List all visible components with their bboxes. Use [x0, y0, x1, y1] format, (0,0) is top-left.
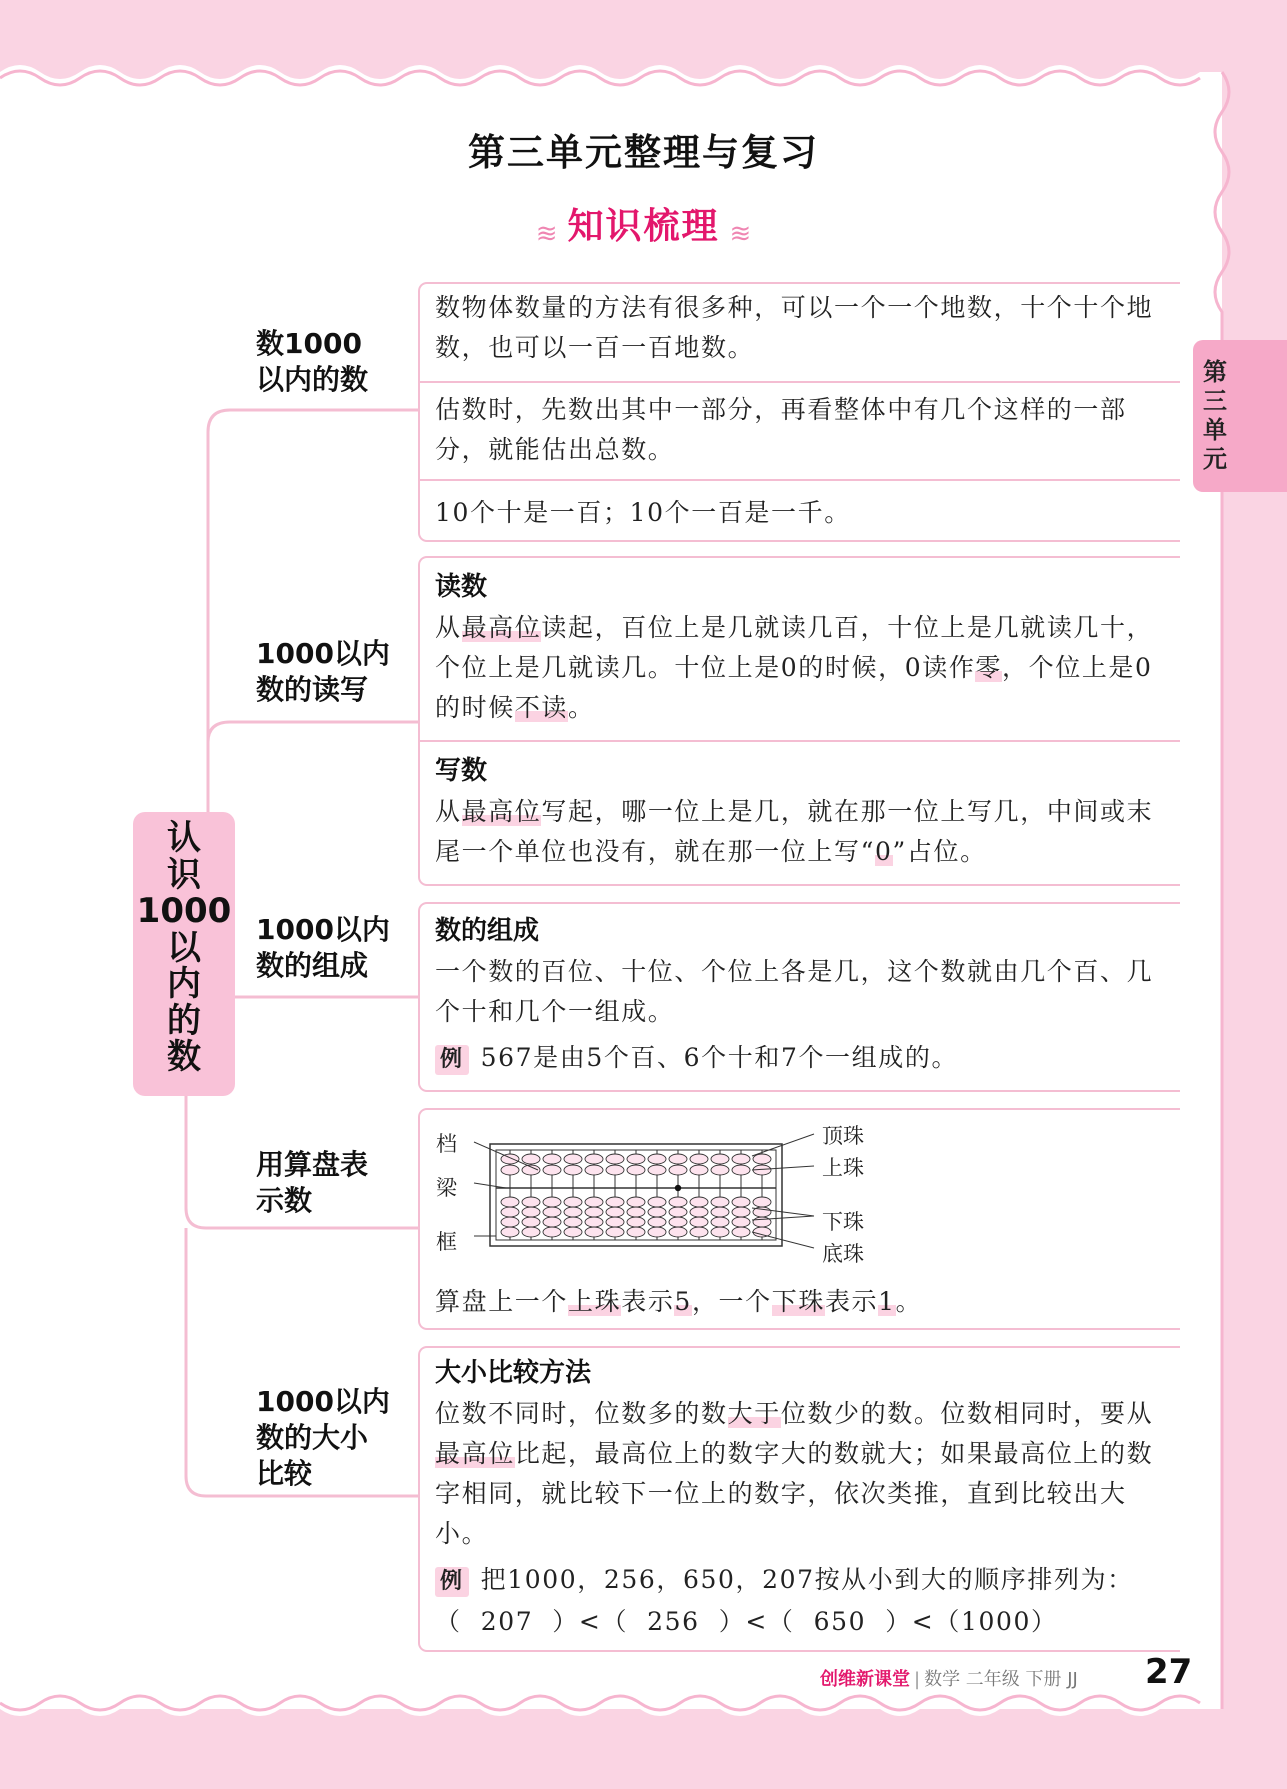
- lower-bead: [585, 1197, 603, 1207]
- lower-bead: [585, 1207, 603, 1217]
- text-run: 。: [895, 1287, 923, 1316]
- count-para-2: 估数时，先数出其中一部分，再看整体中有几个这样的一部分，就能估出总数。: [435, 395, 1127, 464]
- upper-bead: [564, 1165, 582, 1175]
- root-char: 识: [167, 854, 201, 895]
- upper-bead: [522, 1154, 540, 1164]
- lower-bead: [690, 1207, 708, 1217]
- text-run: 从: [435, 613, 462, 642]
- upper-bead: [690, 1165, 708, 1175]
- example-text: 567是由5个百、6个十和7个一组成的。: [480, 1043, 959, 1072]
- read-text: [435, 608, 1175, 728]
- text-run: 。: [568, 693, 595, 722]
- upper-bead: [711, 1154, 729, 1164]
- example-tag: 例: [435, 1567, 469, 1597]
- root-char: 认: [167, 818, 201, 858]
- text-run: 算盘上一个: [435, 1287, 569, 1316]
- lower-bead: [522, 1227, 540, 1237]
- highlight: 1: [878, 1287, 896, 1316]
- count-para-1: 数物体数量的方法有很多种，可以一个一个地数，十个十个地数，也可以一百一百地数。: [435, 293, 1154, 362]
- lower-bead: [669, 1217, 687, 1227]
- lower-bead: [606, 1217, 624, 1227]
- lower-bead: [522, 1217, 540, 1227]
- lower-bead: [564, 1217, 582, 1227]
- lower-bead: [606, 1197, 624, 1207]
- compare-text: [435, 1394, 1175, 1554]
- upper-bead: [648, 1154, 666, 1164]
- lower-bead: [711, 1207, 729, 1217]
- lower-bead: [732, 1227, 750, 1237]
- lower-bead: [564, 1227, 582, 1237]
- highlight: 大于: [727, 1399, 781, 1428]
- upper-bead: [543, 1165, 561, 1175]
- abacus-rods: [501, 1150, 771, 1240]
- composition-heading: 数的组成: [435, 916, 540, 946]
- unit-side-tab-label: 第三单元: [1203, 358, 1227, 473]
- highlight: 5: [674, 1287, 692, 1316]
- highlight: 零: [975, 653, 1003, 682]
- text-run: 表示: [621, 1287, 675, 1316]
- highlight: 0: [874, 837, 893, 866]
- lower-bead: [585, 1227, 603, 1237]
- lower-bead: [501, 1227, 519, 1237]
- abacus-label-top-bead: 顶珠: [822, 1124, 864, 1148]
- text-run: 从: [435, 797, 462, 826]
- upper-bead: [606, 1154, 624, 1164]
- lower-bead: [522, 1197, 540, 1207]
- text-run: 位数少的数。位数相同时，要从: [780, 1399, 1154, 1428]
- text-run: 读起，百位上是几就读几百，十位上是几就读几十，个位上是几就读几。十位上是0的时候，0读作: [435, 613, 1154, 682]
- upper-bead: [711, 1165, 729, 1175]
- category-count: 数1000 以内的数: [256, 327, 369, 396]
- lower-bead: [711, 1217, 729, 1227]
- lower-bead: [543, 1207, 561, 1217]
- subtitle-text: 知识梳理: [567, 206, 720, 247]
- connector-line: [208, 722, 418, 742]
- count-para-3: 10个十是一百；10个一百是一千。: [435, 498, 851, 527]
- abacus-diagram: [430, 1118, 890, 1278]
- upper-bead: [732, 1154, 750, 1164]
- lower-bead: [564, 1207, 582, 1217]
- box-divider: [418, 381, 1180, 383]
- lower-bead: [648, 1227, 666, 1237]
- lower-bead: [669, 1207, 687, 1217]
- upper-bead: [585, 1154, 603, 1164]
- abacus-label-rod: 档: [436, 1132, 457, 1156]
- text-run: ，个位上是0的时候: [435, 653, 1153, 722]
- compare-answer: （ 207 ）<（ 256 ）<（ 650 ）<（1000）: [435, 1607, 1058, 1636]
- upper-bead: [585, 1165, 603, 1175]
- write-text: [435, 792, 1175, 872]
- lower-bead: [501, 1207, 519, 1217]
- lower-bead: [627, 1207, 645, 1217]
- lower-bead: [627, 1227, 645, 1237]
- category-compare: 1000以内 数的大小 比较: [256, 1385, 390, 1490]
- compare-heading: 大小比较方法: [435, 1358, 592, 1388]
- example-text: 把1000，256，650，207按从小到大的顺序排列为：: [480, 1565, 1134, 1594]
- upper-bead: [690, 1154, 708, 1164]
- footer-brand: 创维新课堂: [820, 1669, 910, 1690]
- abacus-caption: [435, 1282, 1175, 1322]
- abacus-label-upper-bead: 上珠: [822, 1156, 864, 1180]
- lower-bead: [732, 1217, 750, 1227]
- lower-bead: [753, 1227, 771, 1237]
- composition-example: [435, 1038, 1175, 1078]
- highlight: 不读: [514, 693, 569, 722]
- lower-bead: [648, 1217, 666, 1227]
- upper-bead: [753, 1154, 771, 1164]
- upper-bead: [669, 1154, 687, 1164]
- lower-bead: [669, 1197, 687, 1207]
- abacus-label-bottom-bead: 底珠: [822, 1242, 864, 1266]
- highlight: 最高位: [435, 1439, 515, 1468]
- category-composition: 1000以内 数的组成: [256, 913, 390, 982]
- lower-bead: [627, 1197, 645, 1207]
- lower-bead: [732, 1207, 750, 1217]
- lower-bead: [690, 1217, 708, 1227]
- highlight: 上珠: [568, 1287, 622, 1316]
- upper-bead: [627, 1165, 645, 1175]
- root-char: 的: [167, 1000, 201, 1041]
- footer-separator: |: [914, 1669, 921, 1690]
- lower-bead: [732, 1197, 750, 1207]
- text-run: 表示: [824, 1287, 879, 1316]
- lower-bead: [606, 1227, 624, 1237]
- lower-bead: [690, 1227, 708, 1237]
- lower-bead: [669, 1227, 687, 1237]
- lower-bead: [648, 1197, 666, 1207]
- abacus-label-frame: 框: [436, 1230, 457, 1254]
- write-heading: 写数: [435, 756, 488, 786]
- lower-bead: [585, 1217, 603, 1227]
- lower-bead: [543, 1197, 561, 1207]
- composition-text: 一个数的百位、十位、个位上各是几，这个数就由几个百、几个十和几个一组成。: [435, 957, 1154, 1026]
- footer-book-info: 数学 二年级 下册 JJ: [924, 1669, 1078, 1690]
- abacus-label-lower-bead: 下珠: [822, 1210, 864, 1234]
- abacus-unit-dot: [675, 1185, 681, 1191]
- upper-bead: [627, 1154, 645, 1164]
- upper-bead: [669, 1165, 687, 1175]
- box-divider: [418, 479, 1180, 481]
- text-run: 位数不同时，位数多的数: [435, 1399, 728, 1428]
- upper-bead: [606, 1165, 624, 1175]
- root-char: 数: [167, 1037, 201, 1077]
- example-tag: 例: [435, 1045, 469, 1075]
- upper-bead: [564, 1154, 582, 1164]
- read-heading: 读数: [435, 572, 488, 602]
- lower-bead: [543, 1227, 561, 1237]
- lower-bead: [711, 1227, 729, 1237]
- upper-bead: [732, 1165, 750, 1175]
- text-run: 比起，最高位上的数字大的数就大；如果最高位上的数字相同，就比较下一位上的数字，依次类推，直到比较出大小。: [435, 1439, 1154, 1548]
- connector-line: [208, 410, 418, 812]
- lower-bead: [648, 1207, 666, 1217]
- wave-decoration-icon: ≋: [729, 218, 752, 249]
- page-number: 27: [1145, 1652, 1193, 1692]
- pointer-line: [752, 1134, 814, 1156]
- wave-decoration-icon: ≋: [535, 218, 558, 249]
- upper-bead: [501, 1165, 519, 1175]
- root-char: 以: [167, 927, 201, 968]
- highlight: 最高位: [461, 797, 542, 826]
- lower-bead: [690, 1197, 708, 1207]
- text-run: ，一个: [691, 1287, 772, 1316]
- category-read-write: 1000以内 数的读写: [256, 637, 390, 706]
- upper-bead: [648, 1165, 666, 1175]
- mind-map-root-label: [133, 820, 235, 1076]
- compare-example: [435, 1560, 1175, 1600]
- box-divider: [418, 740, 1180, 742]
- lower-bead: [543, 1217, 561, 1227]
- lower-bead: [753, 1197, 771, 1207]
- text-run: 写起，哪一位上是几，就在那一位上写几，中间或末尾一个单位也没有，就在那一位上写“: [435, 797, 1154, 866]
- lower-bead: [501, 1197, 519, 1207]
- text-run: ”占位。: [892, 837, 987, 866]
- highlight: 最高位: [461, 613, 542, 642]
- page-title: 第三单元整理与复习: [468, 131, 819, 174]
- category-abacus: 用算盘表 示数: [256, 1148, 369, 1217]
- root-char: 1000: [136, 891, 232, 931]
- highlight: 下珠: [771, 1287, 825, 1316]
- abacus-label-beam: 梁: [436, 1176, 457, 1200]
- lower-bead: [711, 1197, 729, 1207]
- footer-info: [820, 1665, 1078, 1691]
- upper-bead: [543, 1154, 561, 1164]
- lower-bead: [627, 1217, 645, 1227]
- lower-bead: [501, 1217, 519, 1227]
- lower-bead: [564, 1197, 582, 1207]
- lower-bead: [522, 1207, 540, 1217]
- root-char: 内: [167, 964, 201, 1004]
- lower-bead: [606, 1207, 624, 1217]
